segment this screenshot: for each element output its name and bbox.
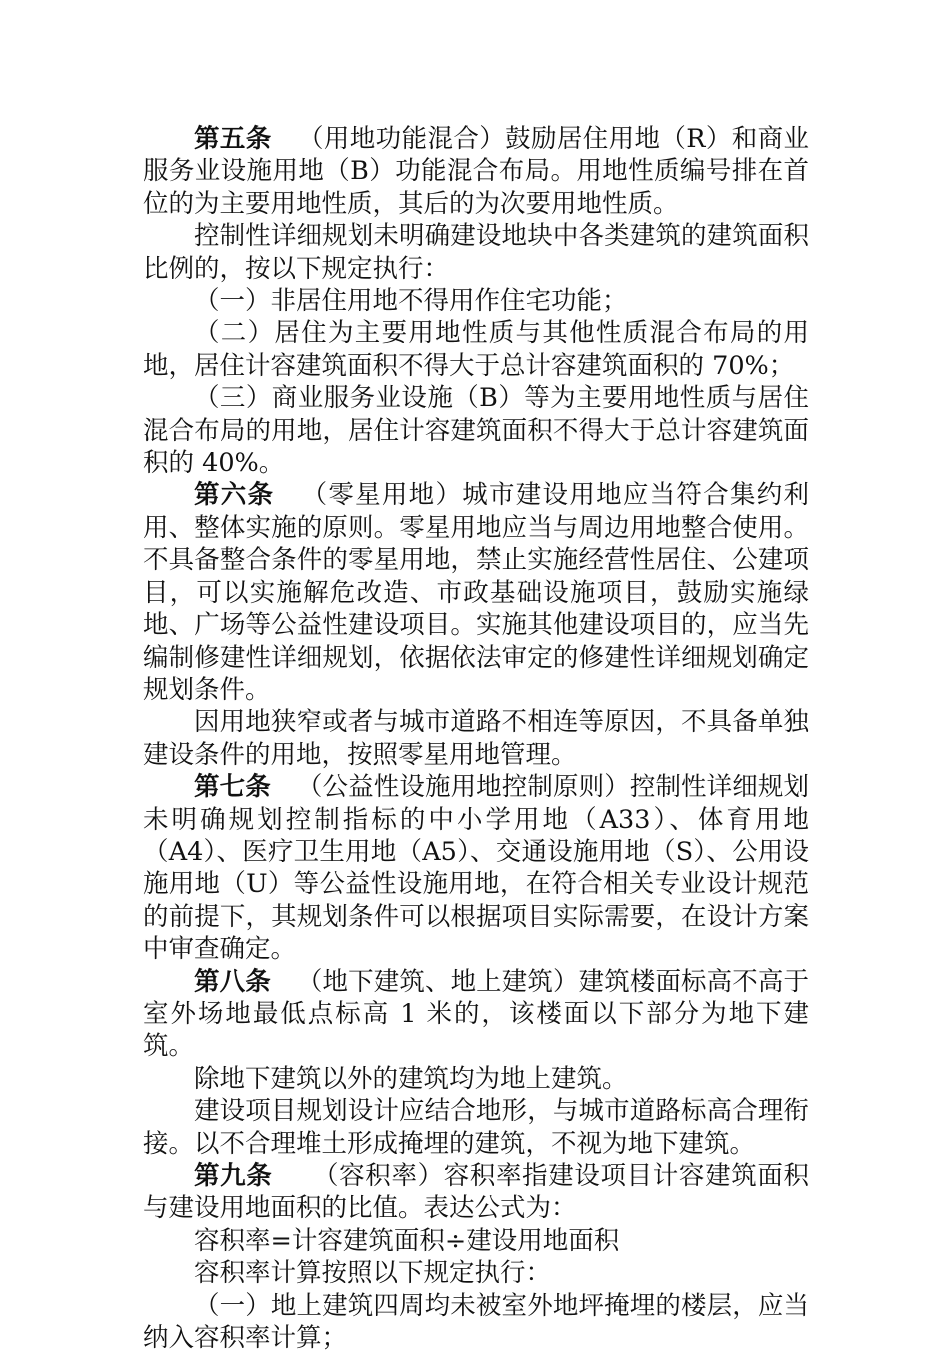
article-6-heading: 第六条 — [194, 480, 275, 511]
body-paragraph — [143, 1063, 809, 1095]
list-item-1 — [143, 1290, 809, 1354]
list-item-text: （二）居住为主要用地性质与其他性质混合布局的用地，居住计容建筑面积不得大于总计容建筑面积的 70%； — [143, 318, 809, 381]
paragraph-text: 除地下建筑以外的建筑均为地上建筑。 — [194, 1063, 628, 1094]
document-body — [143, 123, 809, 1354]
list-item-3 — [143, 382, 809, 479]
article-7-heading: 第七条 — [194, 772, 271, 803]
formula-text: 容积率=计容建筑面积÷建设用地面积 — [194, 1225, 620, 1256]
body-paragraph — [143, 220, 809, 285]
paragraph-text: 建设项目规划设计应结合地形，与城市道路标高合理衔接。以不合理堆土形成掩埋的建筑，不视为地下建筑。 — [143, 1096, 809, 1159]
article-7-text: （公益性设施用地控制原则）控制性详细规划未明确规划控制指标的中小学用地（A33）、体育用地（A4）、医疗卫生用地（A5）、交通设施用地（S）、公用设施用地（U）等公益性设施用地，在符合相关专业设计规范的前提下，其规划条件可以根据项目实际需要，在设计方案中审查确定。 — [143, 772, 809, 965]
article-8-paragraph — [143, 966, 809, 1063]
article-7-paragraph — [143, 771, 809, 965]
formula-line — [143, 1225, 809, 1257]
article-6-text: （零星用地）城市建设用地应当符合集约利用、整体实施的原则。零星用地应当与周边用地整合使用。不具备整合条件的零星用地，禁止实施经营性居住、公建项目，可以实施解危改造、市政基础设施项目，鼓励实施绿地、广场等公益性建设项目。实施其他建设项目的，应当先编制修建性详细规划，依据依法审定的修建性详细规划确定规划条件。 — [143, 480, 809, 705]
article-9-text: （容积率）容积率指建设项目计容建筑面积与建设用地面积的比值。表达公式为： — [143, 1161, 809, 1224]
article-5-text: （用地功能混合）鼓励居住用地（R）和商业服务业设施用地（B）功能混合布局。用地性质编号排在首位的为主要用地性质，其后的为次要用地性质。 — [143, 124, 809, 219]
article-5-heading: 第五条 — [194, 124, 272, 154]
article-6-paragraph — [143, 479, 809, 706]
paragraph-text: 控制性详细规划未明确建设地块中各类建筑的建筑面积比例的，按以下规定执行： — [143, 221, 809, 284]
body-paragraph — [143, 1257, 809, 1289]
body-paragraph — [143, 1095, 809, 1160]
list-item-text: （三）商业服务业设施（B）等为主要用地性质与居住混合布局的用地，居住计容建筑面积不得大于总计容建筑面积的 40%。 — [143, 383, 809, 479]
article-8-heading: 第八条 — [194, 966, 271, 997]
paragraph-text: 容积率计算按照以下规定执行： — [194, 1258, 552, 1289]
list-item-text: （一）地上建筑四周均未被室外地坪掩埋的楼层，应当纳入容积率计算； — [143, 1290, 809, 1354]
article-9-heading: 第九条 — [194, 1161, 273, 1191]
paragraph-text: 因用地狭窄或者与城市道路不相连等原因，不具备单独建设条件的用地，按照零星用地管理。 — [143, 707, 809, 770]
list-item-text: （一）非居住用地不得用作住宅功能； — [194, 286, 628, 317]
article-9-paragraph — [143, 1160, 809, 1225]
body-paragraph — [143, 706, 809, 771]
list-item-2 — [143, 317, 809, 382]
list-item-1 — [143, 285, 809, 317]
article-8-text: （地下建筑、地上建筑）建筑楼面标高不高于室外场地最低点标高 1 米的，该楼面以下部分为地下建筑。 — [143, 966, 809, 1062]
article-5-paragraph — [143, 123, 809, 220]
